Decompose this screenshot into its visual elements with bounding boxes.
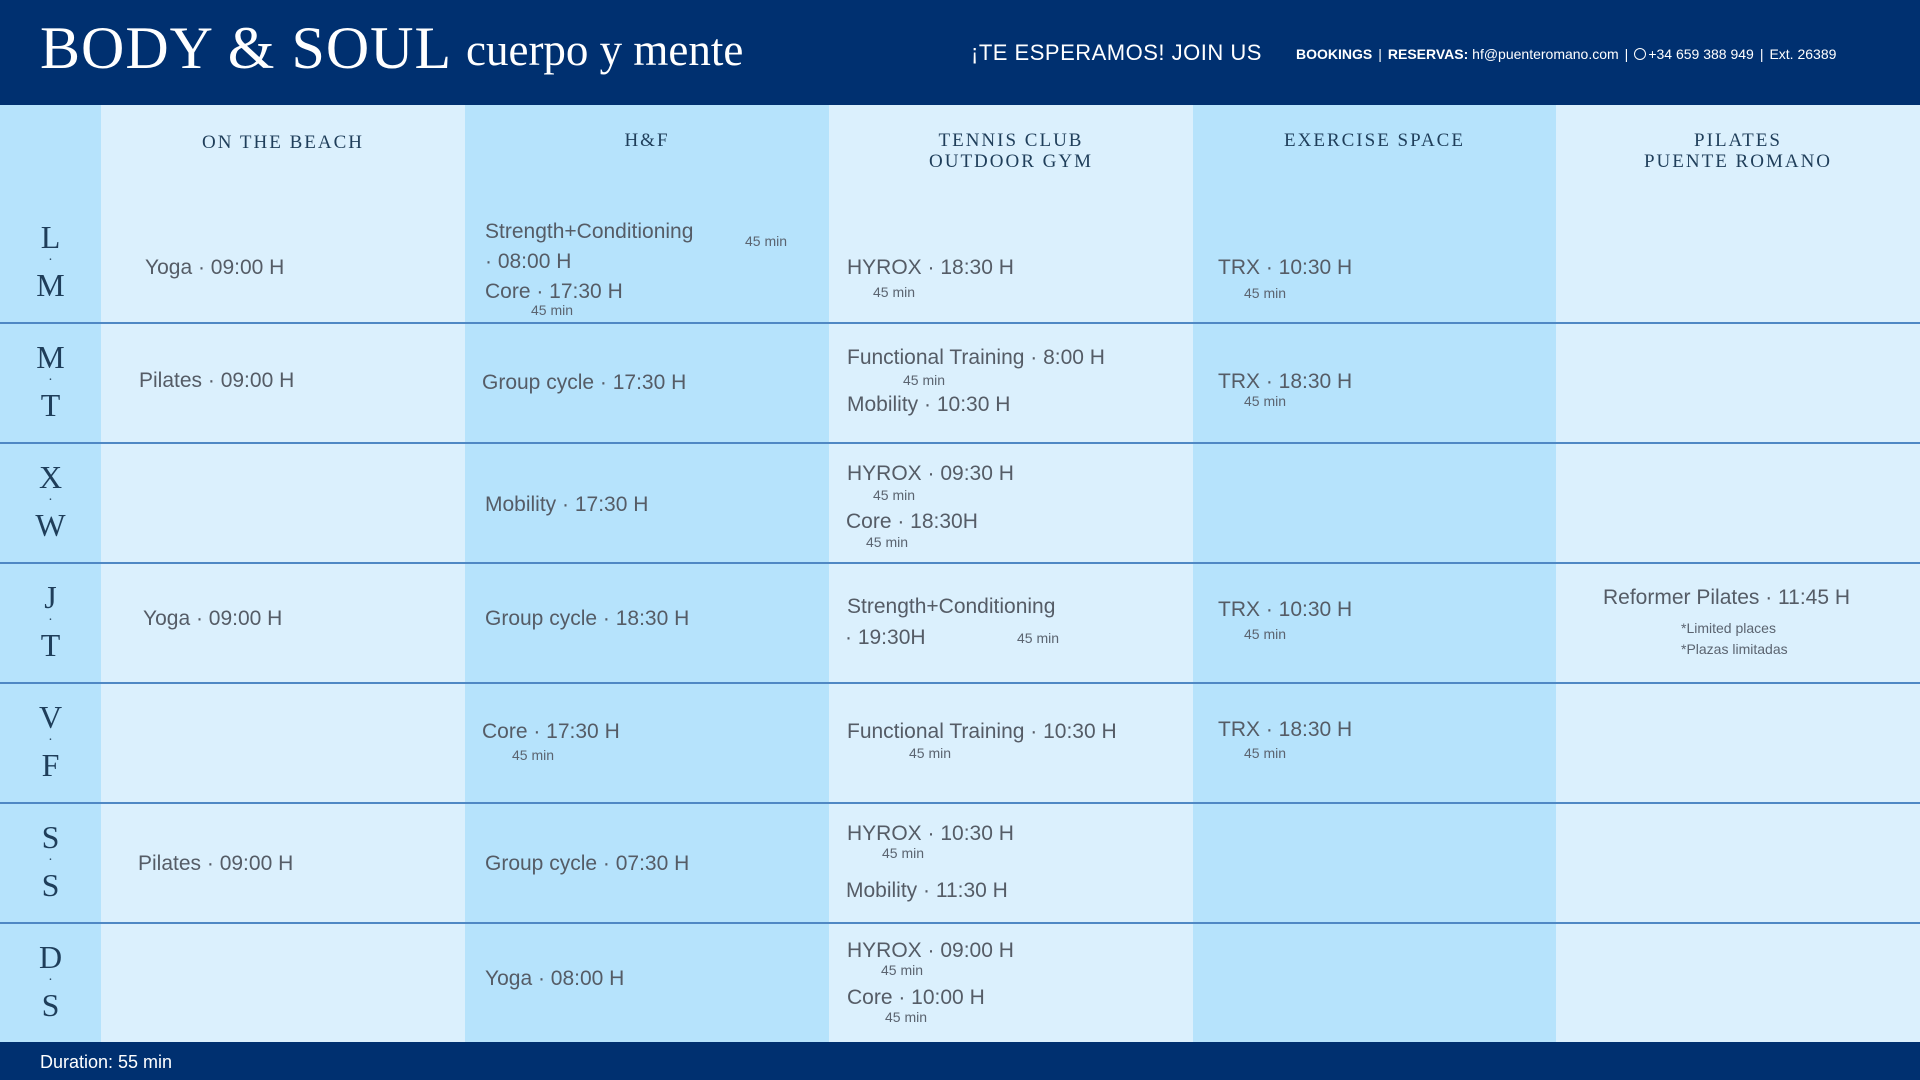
header-exercise-space: EXERCISE SPACE: [1284, 130, 1465, 151]
join-us-text: ¡TE ESPERAMOS! JOIN US: [971, 40, 1262, 65]
class-duration: 45 min: [903, 372, 946, 388]
class-entry: Functional Training · 10:30 H: [847, 720, 1117, 743]
class-duration: 45 min: [885, 1009, 928, 1025]
duration-note: Duration: 55 min: [40, 1052, 173, 1072]
class-entry: HYROX · 09:30 H: [847, 462, 1014, 485]
whatsapp-icon: [1634, 48, 1646, 60]
header-pilates-line1: PILATES: [1694, 130, 1782, 151]
class-duration: 45 min: [882, 845, 925, 861]
class-entry: Core · 17:30 H: [482, 720, 620, 743]
class-entry: HYROX · 10:30 H: [847, 822, 1014, 845]
row-divider: [0, 562, 1920, 564]
reservas-label: RESERVAS:: [1387, 46, 1469, 62]
class-entry: HYROX · 18:30 H: [847, 256, 1014, 279]
day-label-sat: S · S: [41, 819, 60, 903]
class-entry: Core · 18:30H: [846, 510, 978, 533]
day-label-sun: D · S: [38, 939, 63, 1023]
column-on-the-beach: [101, 105, 465, 1042]
class-entry: Core · 17:30 H: [485, 280, 623, 303]
class-duration: 45 min: [866, 534, 909, 550]
class-duration: 45 min: [512, 747, 555, 763]
day-label-fri: V · F: [38, 699, 63, 783]
row-divider: [0, 802, 1920, 804]
class-duration: 45 min: [531, 302, 574, 318]
header-on-the-beach: ON THE BEACH: [202, 132, 364, 153]
class-entry: Mobility · 10:30 H: [847, 393, 1011, 416]
class-duration: 45 min: [1244, 393, 1287, 409]
header-pilates: [1556, 130, 1920, 172]
class-entry: Reformer Pilates · 11:45 H: [1603, 586, 1851, 609]
header-pilates-line2: PUENTE ROMANO: [1643, 151, 1833, 172]
class-duration: 45 min: [881, 962, 924, 978]
day-label-mon: L · M: [36, 219, 65, 303]
class-entry: Strength+Conditioning: [485, 220, 694, 243]
class-entry: Mobility · 11:30 H: [846, 879, 1008, 902]
limited-places-note: *Limited places: [1681, 620, 1776, 636]
class-entry: Group cycle · 17:30 H: [482, 371, 687, 394]
class-duration: 45 min: [745, 233, 788, 249]
class-entry: HYROX · 09:00 H: [847, 939, 1014, 962]
class-entry: TRX · 18:30 H: [1218, 370, 1353, 393]
class-entry: · 19:30H: [845, 626, 926, 649]
class-entry: Yoga · 09:00 H: [145, 256, 285, 279]
column-exercise-space: [1193, 105, 1556, 1042]
class-entry: Functional Training · 8:00 H: [847, 346, 1105, 369]
class-entry: Yoga · 09:00 H: [143, 607, 283, 630]
class-entry: Group cycle · 18:30 H: [485, 607, 690, 630]
class-duration: 45 min: [873, 284, 916, 300]
email-link[interactable]: hf@puenteromano.com: [1472, 46, 1619, 62]
class-entry: TRX · 10:30 H: [1218, 598, 1353, 621]
row-divider: [0, 322, 1920, 324]
plazas-limitadas-note: *Plazas limitadas: [1681, 641, 1788, 657]
class-entry: Pilates · 09:00 H: [139, 369, 295, 392]
brand-tagline: cuerpo y mente: [466, 25, 744, 75]
bookings-label: BOOKINGS: [1296, 46, 1373, 62]
header-hf: H&F: [624, 130, 670, 151]
class-entry: Pilates · 09:00 H: [138, 852, 294, 875]
class-duration: 45 min: [873, 487, 916, 503]
header-tennis-club: [829, 130, 1193, 172]
brand-title: BODY & SOUL: [40, 15, 453, 81]
contact-info: BOOKINGS | RESERVAS: hf@puenteromano.com | +34 659 388 949 | Ext. 26389: [1296, 46, 1837, 62]
class-entry: · 08:00 H: [485, 250, 572, 273]
row-divider: [0, 682, 1920, 684]
row-divider: [0, 442, 1920, 444]
header-tennis-line2: OUTDOOR GYM: [929, 151, 1093, 172]
header-tennis-line1: TENNIS CLUB: [938, 130, 1084, 151]
class-entry: Mobility · 17:30 H: [485, 493, 649, 516]
class-entry: Group cycle · 07:30 H: [485, 852, 690, 875]
column-pilates: [1556, 105, 1920, 1042]
class-entry: Strength+Conditioning: [847, 595, 1056, 618]
phone-number[interactable]: +34 659 388 949: [1648, 46, 1754, 62]
class-duration: 45 min: [909, 745, 952, 761]
class-duration: 45 min: [1017, 630, 1060, 646]
class-entry: Yoga · 08:00 H: [485, 967, 625, 990]
class-entry: TRX · 18:30 H: [1218, 718, 1353, 741]
day-label-tue: M · T: [36, 339, 65, 423]
class-duration: 45 min: [1244, 285, 1287, 301]
class-duration: 45 min: [1244, 745, 1287, 761]
row-divider: [0, 922, 1920, 924]
day-label-wed: X · W: [35, 459, 66, 543]
class-entry: Core · 10:00 H: [847, 986, 985, 1009]
footer-bar: [0, 1042, 1920, 1080]
day-label-thu: J · T: [40, 579, 61, 663]
class-entry: TRX · 10:30 H: [1218, 256, 1353, 279]
class-duration: 45 min: [1244, 626, 1287, 642]
extension: Ext. 26389: [1769, 46, 1837, 62]
header-bar: [0, 0, 1920, 105]
